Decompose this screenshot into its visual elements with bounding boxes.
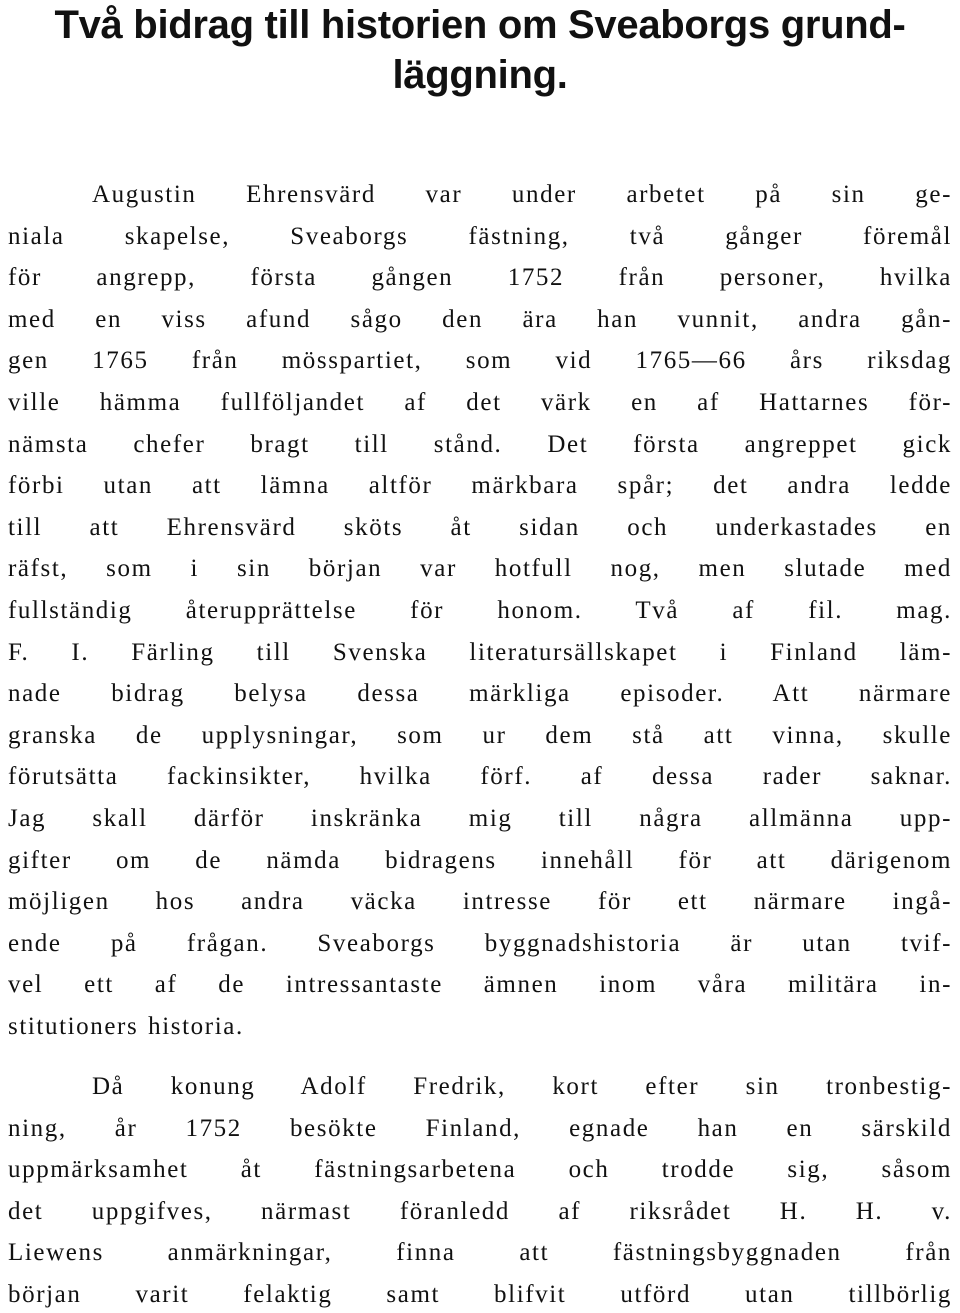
document-title [0, 0, 960, 100]
text-line: nade bidrag belysa dessa märkliga episoder. Att närmare [8, 680, 952, 708]
paragraph-1 [8, 174, 952, 1047]
text-line: möjligen hos andra väcka intresse för ett närmare ingå- [8, 888, 952, 916]
text-line: räfst, som i sin början var hotfull nog, men slutade med [8, 555, 952, 583]
text-line: för angrepp, första gången 1752 från personer, hvilka [8, 264, 952, 292]
text-line: gifter om de nämda bidragens innehåll för att därigenom [8, 846, 952, 874]
text-line: ning, år 1752 besökte Finland, egnade han en särskild [8, 1114, 952, 1142]
text-line: förutsätta fackinsikter, hvilka förf. af dessa rader saknar. [8, 763, 952, 791]
text-line: ville hämma fullföljandet af det värk en af Hattarnes för- [8, 388, 952, 416]
text-line: gen 1765 från mösspartiet, som vid 1765—66 års riksdag [8, 347, 952, 375]
text-line: Augustin Ehrensvärd var under arbetet på sin ge- [92, 181, 952, 208]
text-line: F. I. Färling till Svenska literatursällskapet i Finland läm- [8, 638, 952, 666]
text-line: till att Ehrensvärd sköts åt sidan och underkastades en [8, 513, 952, 541]
title-line: läggning. [392, 53, 568, 97]
text-line: Liewens anmärkningar, finna att fästningsbyggnaden från [8, 1239, 952, 1267]
text-line: uppmärksamhet åt fästningsarbetena och trodde sig, såsom [8, 1156, 952, 1184]
text-line: fullständig återupprättelse för honom. Två af fil. mag. [8, 596, 952, 624]
text-line: början varit felaktig samt blifvit utförd utan tillbörlig [8, 1280, 952, 1308]
text-line: vel ett af de intressantaste ämnen inom våra militära in- [8, 971, 952, 999]
text-line: nämsta chefer bragt till stånd. Det första angreppet gick [8, 430, 952, 458]
text-line: Då konung Adolf Fredrik, kort efter sin tronbestig- [92, 1073, 952, 1100]
text-line: ende på frågan. Sveaborgs byggnadshistoria är utan tvif- [8, 929, 952, 957]
text-line: stitutioners historia. [8, 1012, 244, 1040]
text-line: niala skapelse, Sveaborgs fästning, två gånger föremål [8, 222, 952, 250]
text-line: granska de upplysningar, som ur dem stå att vinna, skulle [8, 721, 952, 749]
paragraph-2 [8, 1066, 952, 1313]
text-line: med en viss afund sågo den ära han vunnit, andra gån- [8, 305, 952, 333]
title-line: Två bidrag till historien om Sveaborgs grund- [54, 3, 906, 47]
text-line: Jag skall därför inskränka mig till några allmänna upp- [8, 804, 952, 832]
text-line: det uppgifves, närmast föranledd af riksrådet H. H. v. [8, 1197, 952, 1225]
text-line: förbi utan att lämna altför märkbara spår; det andra ledde [8, 472, 952, 500]
